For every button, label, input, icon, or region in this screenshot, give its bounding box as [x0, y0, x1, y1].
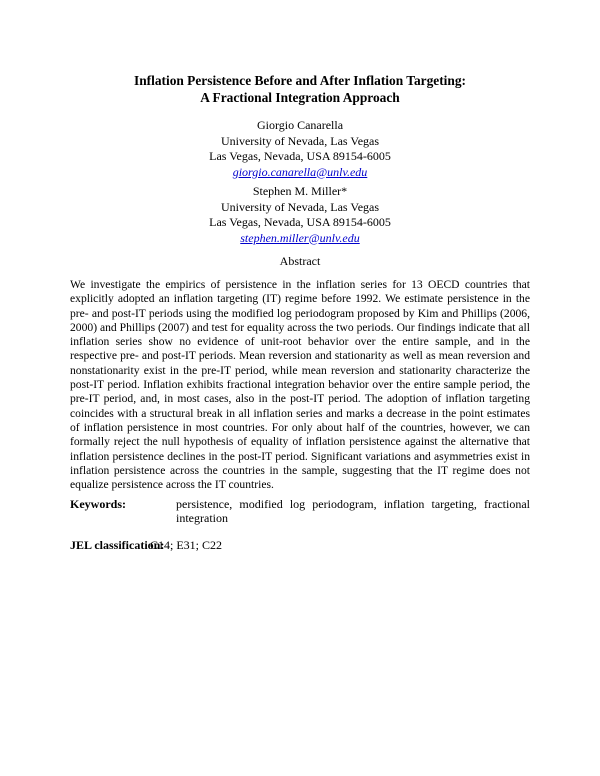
author-address: Las Vegas, Nevada, USA 89154-6005	[209, 149, 391, 163]
paper-title	[0, 72, 600, 106]
author-email-link[interactable]: giorgio.canarella@unlv.edu	[232, 164, 368, 179]
abstract-heading: Abstract	[279, 254, 321, 268]
author-affiliation: University of Nevada, Las Vegas	[220, 133, 380, 148]
title-line-2: A Fractional Integration Approach	[200, 90, 400, 105]
keywords-label: Keywords:	[70, 497, 126, 511]
author-address: Las Vegas, Nevada, USA 89154-6005	[209, 215, 391, 229]
jel-value: C14; E31; C22	[150, 538, 223, 552]
keywords-value: persistence, modified log periodogram, inflation targeting, fractional integration	[176, 497, 530, 525]
title-line-1: Inflation Persistence Before and After Inflation Targeting:	[133, 73, 467, 88]
author-block-2	[0, 184, 600, 246]
author-name: Stephen M. Miller*	[252, 184, 348, 198]
author-name: Giorgio Canarella	[256, 118, 344, 132]
abstract-text: We investigate the empirics of persistence in the inflation series for 13 OECD countries that explicitly adopted an inflation targeting (IT) regime before 1992. We estimate persistence in the pre- and post-IT periods using the modified log periodogram proposed by Kim and Phillips (2006, 2000) and Phillips (2007) and test for equality across the two periods. Our findings indicate that all inflation series show no evidence of unit-root behavior over the entire sample, and in the respective pre- and post-IT periods. Mean reversion and stationarity as well as mean reversion and nonstationarity exist in the pre-IT period, while mean reversion and stationarity characterize the post-IT period. Inflation exhibits fractional integration behavior over the entire sample period, the pre-IT period, and, in most cases, also in the post-IT period. The adoption of inflation targeting coincides with a structural break in all inflation series and marks a decrease in the point estimates of inflation persistence in most countries. For only about half of the countries, however, we can formally reject the null hypothesis of equality of inflation persistence against the alternative that inflation persistence declines in the post-IT period. Significant variations and asymmetries exist in inflation persistence across the countries in the sample, suggesting that the IT regime does not equalize persistence across the IT countries.	[70, 278, 530, 492]
jel-label: JEL classification:	[70, 538, 165, 552]
author-block-1	[0, 118, 600, 180]
author-affiliation: University of Nevada, Las Vegas	[220, 199, 380, 214]
author-email-link[interactable]: stephen.miller@unlv.edu	[240, 230, 360, 245]
